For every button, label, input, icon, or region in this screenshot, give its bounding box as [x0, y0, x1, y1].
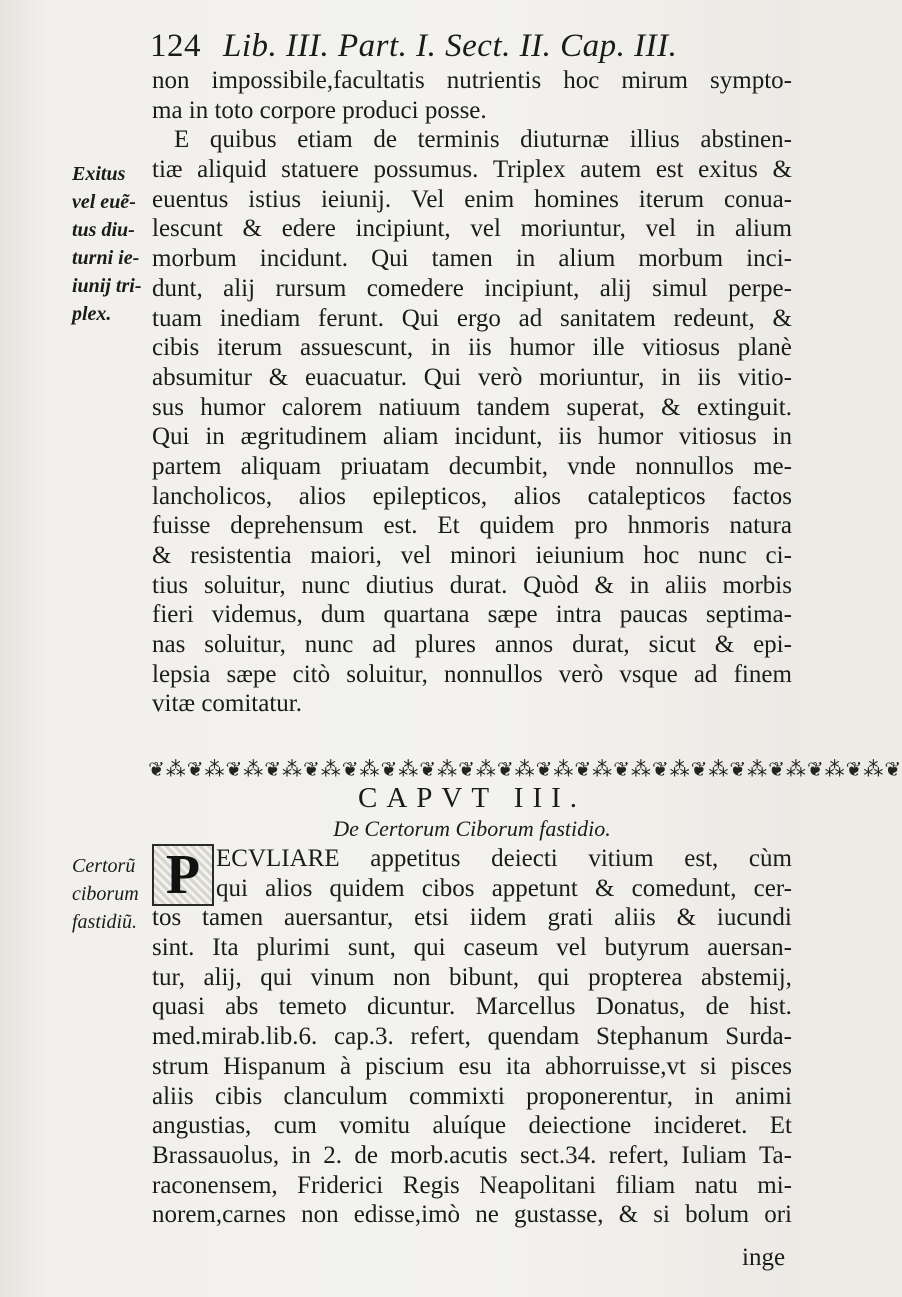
- text-line: angustias, cum vomitu aluíque deiectione incideret. Et: [152, 1112, 792, 1140]
- margin-note-line: Certorũ: [72, 855, 136, 877]
- text-line: tos tamen auersantur, etsi iidem grati aliis & iucundi: [152, 904, 792, 932]
- text-line: morbum incidunt. Qui tamen in alium morbum inci-: [152, 245, 792, 273]
- text-line: dunt, alij rursum comedere incipiunt, alij simul perpe-: [152, 274, 792, 302]
- text-line: strum Hispanum à piscium esu ita abhorruisse,vt si pisces: [152, 1052, 792, 1080]
- margin-note-certorum: [72, 852, 156, 936]
- text-line: lescunt & edere incipiunt, vel moriuntur, vel in alium: [152, 215, 792, 243]
- text-line: fieri videmus, dum quartana sæpe intra paucas septima-: [152, 601, 792, 629]
- margin-note-line: iunij tri-: [72, 275, 142, 297]
- text-line: med.mirab.lib.6. cap.3. refert, quendam Stephanum Surda-: [152, 1023, 792, 1051]
- text-line: norem,carnes non edisse,imò ne gustasse, & si bolum ori: [152, 1201, 792, 1229]
- section-1-text: [152, 66, 792, 719]
- text-line: partem aliquam priuatam decumbit, vnde nonnullos me-: [152, 452, 792, 480]
- text-line: & resistentia maiori, vel minori ieiunium hoc nunc ci-: [152, 542, 792, 569]
- text-line: sus humor calorem natiuum tandem superat, & extinguit.: [152, 393, 792, 421]
- running-title: Lib. III. Part. I. Sect. II. Cap. III.: [223, 28, 678, 64]
- text-line: aliis cibis clanculum commixti proponerentur, in animi: [152, 1082, 792, 1110]
- text-line: lepsia sæpe citò soluitur, nonnullos verò vsque ad finem: [152, 660, 792, 688]
- margin-note-line: ciborum: [72, 883, 139, 905]
- text-line: non impossibile,facultatis nutrientis hoc mirum sympto-: [152, 67, 792, 94]
- text-line: ma in toto corpore produci posse.: [152, 96, 487, 124]
- ornamental-rule: ❦⁂❦⁂❦⁂❦⁂❦⁂❦⁂❦⁂❦⁂❦⁂❦⁂❦⁂❦⁂❦⁂❦⁂❦⁂❦⁂❦⁂❦⁂❦⁂❦: [148, 757, 902, 781]
- section-2-text: [152, 844, 792, 1230]
- text-line: Qui in ægritudinem aliam incidunt, iis humor vitiosus in: [152, 423, 792, 451]
- chapter-subtitle: De Certorum Ciborum fastidio.: [333, 816, 611, 841]
- margin-note-line: fastidiũ.: [72, 911, 138, 933]
- drop-cap: P: [152, 844, 214, 906]
- text-line: tuam inediam ferunt. Qui ergo ad sanitatem redeunt, &: [152, 304, 792, 332]
- catchword: inge: [742, 1244, 786, 1271]
- text-line: absumitur & euacuatur. Qui verò moriuntur, in iis vitio-: [152, 363, 792, 391]
- margin-note-line: tus diu-: [72, 219, 135, 241]
- text-line: sint. Ita plurimi sunt, qui caseum vel butyrum auersan-: [152, 934, 792, 962]
- text-line: qui alios quidem cibos appetunt & comedunt, cer-: [216, 874, 792, 902]
- text-line: raconensem, Friderici Regis Neapolitani filiam natu mi-: [152, 1171, 792, 1199]
- text-line: vitæ comitatur.: [152, 690, 302, 718]
- text-line: Brassauolus, in 2. de morb.acutis sect.34. refert, Iuliam Ta-: [152, 1141, 792, 1169]
- text-line: lancholicos, alios epilepticos, alios catalepticos factos: [152, 482, 792, 510]
- margin-note-line: plex.: [72, 303, 112, 325]
- text-line: fuisse deprehensum est. Et quidem pro hnmoris natura: [152, 512, 792, 540]
- chapter-title: CAPVT III.: [357, 782, 587, 814]
- text-line: ECVLIARE appetitus deiecti vitium est, cùm: [216, 845, 792, 872]
- margin-note-line: Exitus: [72, 163, 126, 185]
- text-line: E quibus etiam de terminis diuturnæ illius abstinen-: [174, 126, 792, 154]
- text-line: quasi abs temeto dicuntur. Marcellus Donatus, de hist.: [152, 993, 792, 1021]
- text-line: euentus istius ieiunij. Vel enim homines iterum conua-: [152, 185, 792, 213]
- text-line: tiæ aliquid statuere possumus. Triplex autem est exitus &: [152, 156, 792, 184]
- text-line: cibis iterum assuescunt, in iis humor ille vitiosus planè: [152, 334, 792, 362]
- margin-note-line: vel euẽ-: [72, 191, 136, 213]
- margin-note-exitus: [72, 160, 156, 328]
- text-line: tius soluitur, nunc diutius durat. Quòd & in aliis morbis: [152, 571, 792, 599]
- text-line: nas soluitur, nunc ad plures annos durat, sicut & epi-: [152, 631, 792, 659]
- page-number: 124: [150, 28, 201, 64]
- margin-note-line: turni ie-: [72, 247, 140, 269]
- text-line: tur, alij, qui vinum non bibunt, qui propterea abstemij,: [152, 963, 792, 991]
